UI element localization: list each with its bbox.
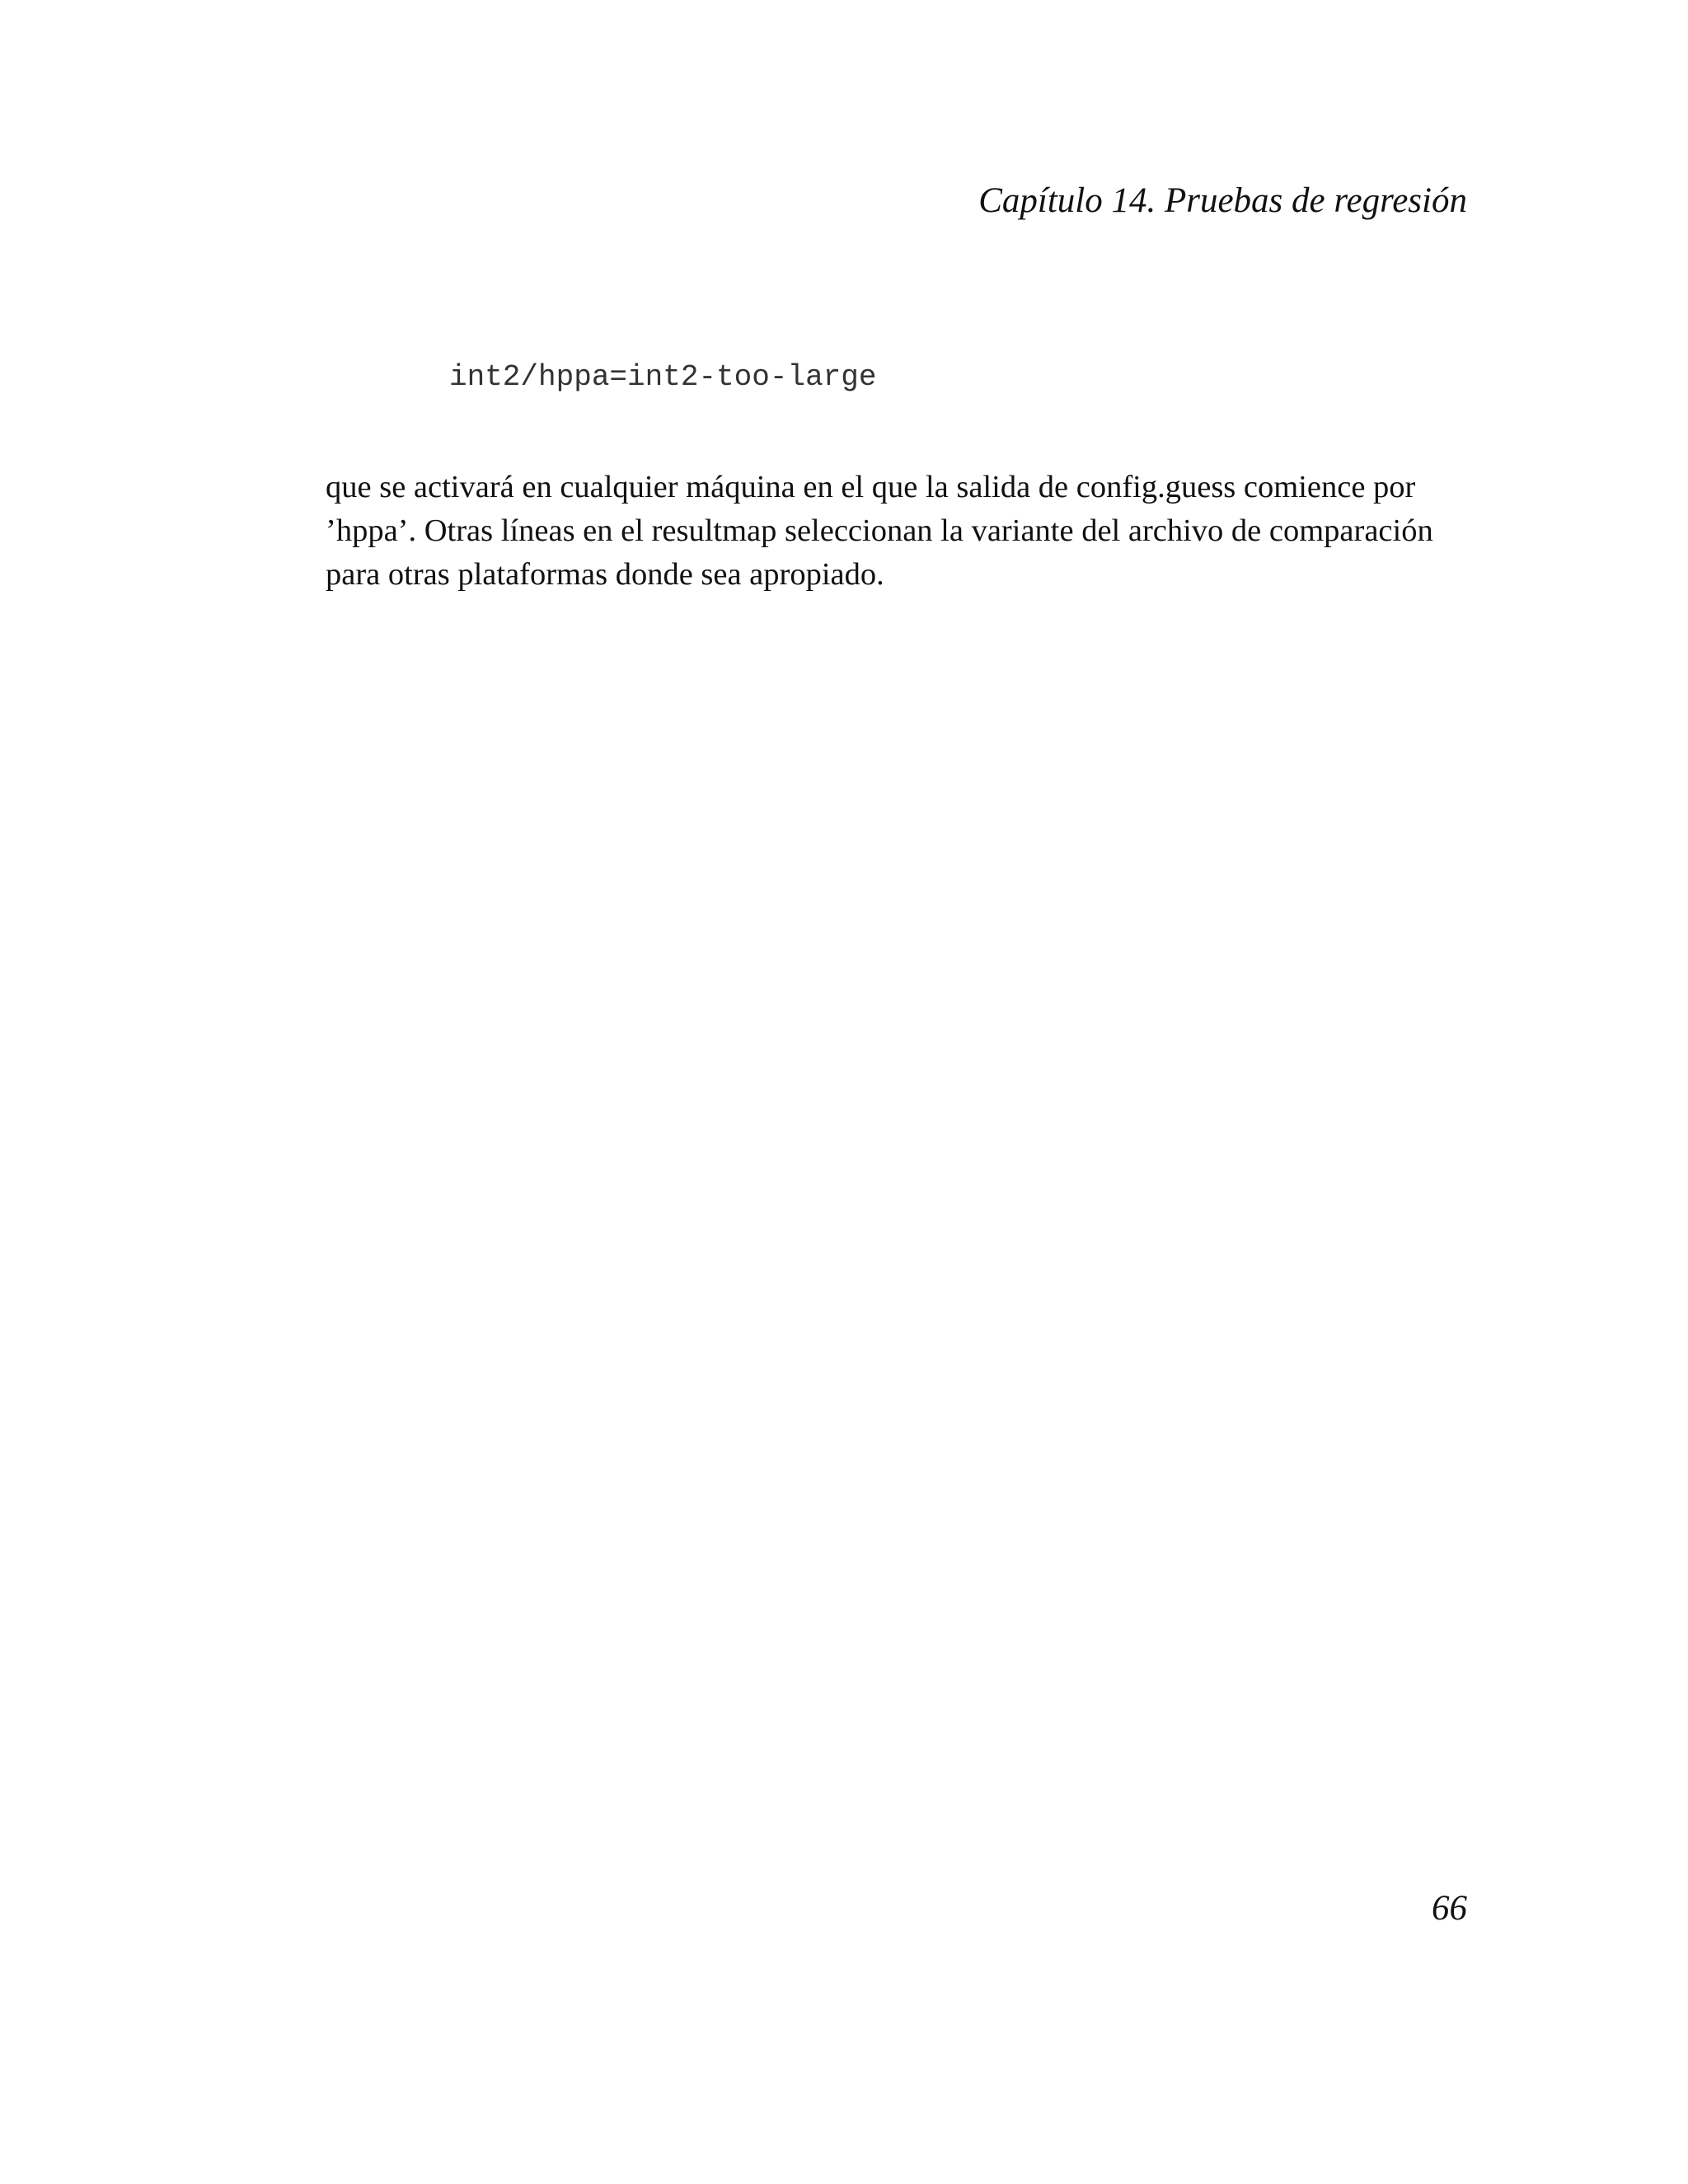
paragraph-line: ’hppa’. Otras líneas en el resultmap seleccionan la variante del archivo de comparación bbox=[326, 513, 1433, 548]
page-number: 66 bbox=[1432, 1889, 1467, 1928]
paragraph-line: para otras plataformas donde sea apropiado. bbox=[326, 557, 884, 592]
body-paragraph bbox=[326, 466, 1479, 597]
running-header-chapter-title: Capítulo 14. Pruebas de regresión bbox=[978, 181, 1467, 220]
paragraph-line: que se activará en cualquier máquina en el que la salida de config.guess comience por bbox=[326, 470, 1416, 504]
code-example: int2/hppa=int2-too-large bbox=[449, 360, 877, 394]
